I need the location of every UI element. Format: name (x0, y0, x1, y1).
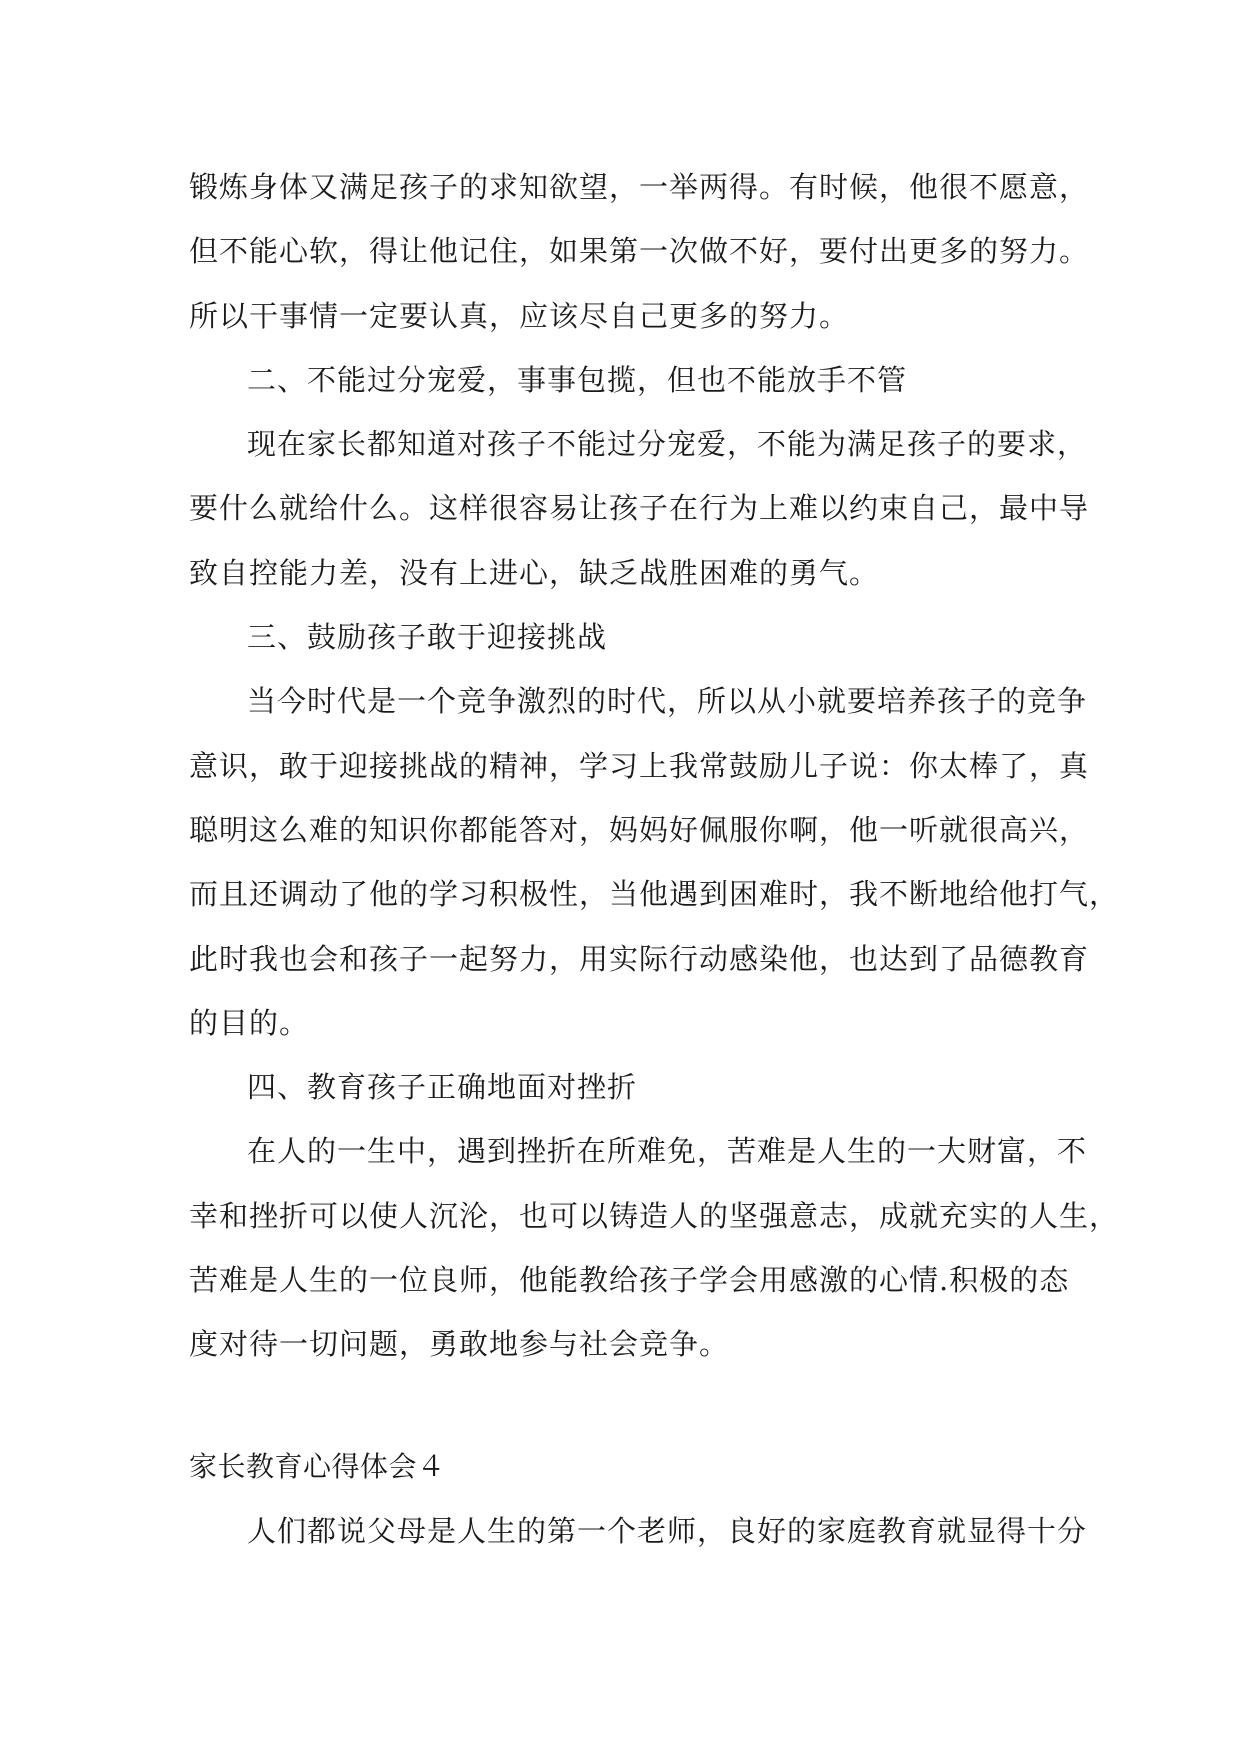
heading-3: 三、鼓励孩子敢于迎接挑战 (247, 620, 608, 655)
paragraph-2-line-3: 致自控能力差，没有上进心，缺乏战胜困难的勇气。 (189, 555, 880, 590)
paragraph-4-line-4: 度对待一切问题，勇敢地参与社会竞争。 (189, 1327, 730, 1362)
heading-2: 二、不能过分宠爱，事事包揽，但也不能放手不管 (247, 362, 908, 397)
paragraph-1-line-1: 锻炼身体又满足孩子的求知欲望，一举两得。有时候，他很不愿意， (189, 170, 1090, 204)
paragraph-4-line-2: 幸和挫折可以使人沉沦，也可以铸造人的坚强意志，成就充实的人生， (189, 1198, 1120, 1233)
paragraph-2-line-1: 现在家长都知道对孩子不能过分宠爱，不能为满足孩子的要求， (247, 427, 1088, 462)
paragraph-3-line-5: 此时我也会和孩子一起努力，用实际行动感染他，也达到了品德教育 (189, 941, 1090, 976)
paragraph-3-line-4: 而且还调动了他的学习积极性，当他遇到困难时，我不断地给他打气， (189, 877, 1120, 912)
heading-4: 四、教育孩子正确地面对挫折 (247, 1070, 638, 1105)
paragraph-3-line-1: 当今时代是一个竞争激烈的时代，所以从小就要培养孩子的竞争 (247, 684, 1088, 719)
paragraph-1-line-3: 所以干事情一定要认真，应该尽自己更多的努力。 (189, 298, 850, 333)
document-page (189, 155, 1120, 1563)
paragraph-5-line-1: 人们都说父母是人生的第一个老师，良好的家庭教育就显得十分 (247, 1513, 1088, 1548)
section-gap (189, 1377, 1069, 1435)
paragraph-2-line-2: 要什么就给什么。这样很容易让孩子在行为上难以约束自己，最中导 (189, 491, 1090, 526)
paragraph-3-line-6: 的目的。 (189, 1005, 310, 1040)
paragraph-3-line-2: 意识，敢于迎接挑战的精神，学习上我常鼓励儿子说：你太棒了，真 (189, 748, 1090, 783)
section-title: 家长教育心得体会４ (189, 1449, 446, 1483)
paragraph-4-line-1: 在人的一生中，遇到挫折在所难免，苦难是人生的一大财富，不 (247, 1134, 1088, 1169)
paragraph-1-line-2: 但不能心软，得让他记住，如果第一次做不好，要付出更多的努力。 (189, 234, 1090, 269)
paragraph-4-line-3: 苦难是人生的一位良师，他能教给孩子学会用感激的心情.积极的态 (189, 1263, 1070, 1298)
paragraph-3-line-3: 聪明这么难的知识你都能答对，妈妈好佩服你啊，他一听就很高兴， (189, 812, 1090, 847)
